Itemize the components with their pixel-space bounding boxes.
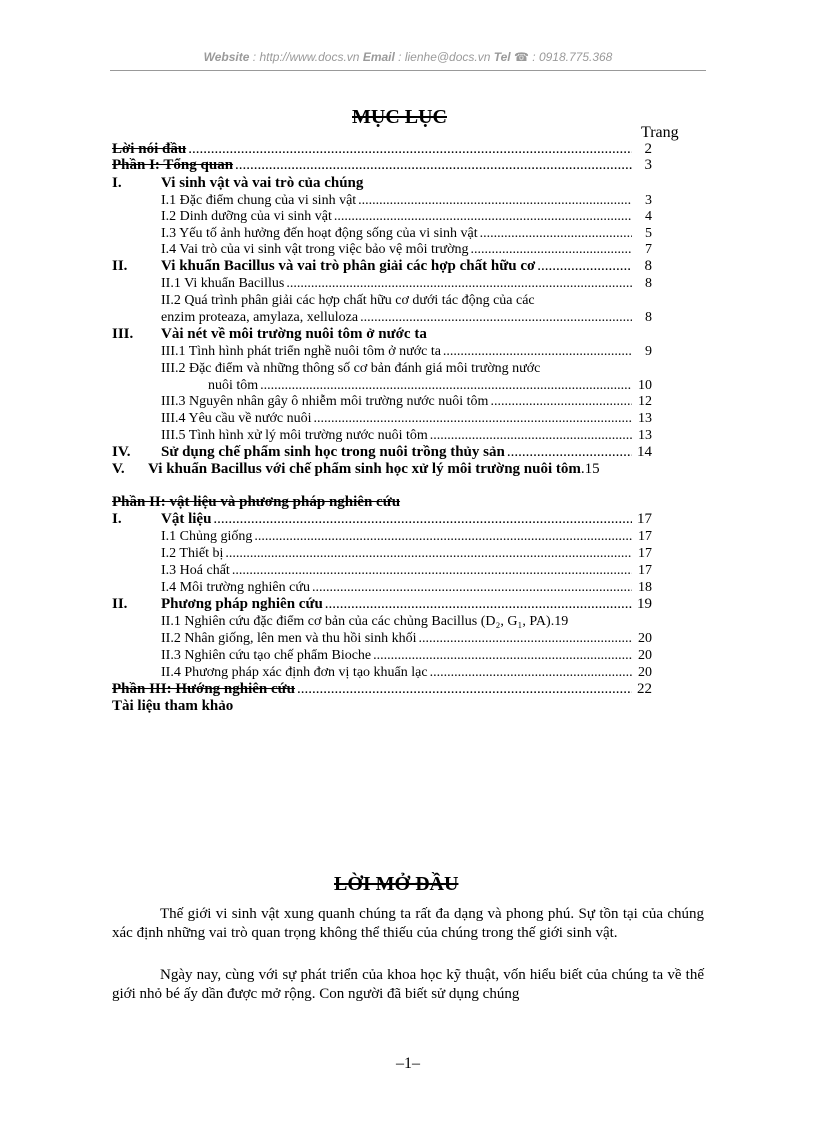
toc-row[interactable] bbox=[161, 410, 652, 427]
toc-row[interactable] bbox=[112, 157, 652, 174]
toc-entry-label: Phần I: Tổng quan bbox=[112, 157, 234, 173]
toc-entry-number: I. bbox=[112, 511, 122, 527]
intro-paragraph: Ngày nay, cùng với sự phát triển của khoa học kỹ thuật, vốn hiểu biết của chúng ta về thế giới nhỏ bé ấy dần được mở rộng. Con người đã biết sử dụng chúng bbox=[112, 967, 704, 1002]
toc-entry-label: Phương pháp nghiên cứu bbox=[161, 596, 323, 612]
toc-row[interactable] bbox=[112, 444, 652, 461]
page-column-heading: Trang bbox=[641, 124, 679, 141]
toc-entry-label: Vật liệu bbox=[161, 511, 212, 527]
toc-row[interactable] bbox=[161, 275, 652, 292]
email-value: : lienhe@docs.vn bbox=[394, 50, 494, 64]
toc-entry-page: 8 bbox=[644, 258, 652, 274]
toc-entry-label: III.4 Yêu cầu về nước nuôi bbox=[161, 411, 312, 426]
toc-entry-number: II. bbox=[112, 596, 128, 612]
toc-entry-number: IV. bbox=[112, 444, 131, 460]
toc-entry-label: II.1 Vi khuẩn Bacillus bbox=[161, 276, 285, 291]
toc-entry-page: 20 bbox=[638, 648, 652, 663]
toc-entry-label: I.1 Đặc điểm chung của vi sinh vật bbox=[161, 193, 357, 208]
toc-entry-label: II.2 Nhân giống, lên men và thu hồi sinh khối bbox=[161, 631, 417, 646]
toc-row[interactable] bbox=[112, 326, 652, 343]
toc-row[interactable] bbox=[161, 579, 652, 596]
toc-row[interactable] bbox=[112, 461, 668, 478]
toc-entry-page: 3 bbox=[645, 193, 652, 208]
page-number: –1– bbox=[396, 1055, 420, 1072]
toc-row[interactable] bbox=[112, 494, 652, 511]
toc-row[interactable] bbox=[161, 630, 652, 647]
toc-entry-page: 20 bbox=[638, 631, 652, 646]
tel-value: ☎ : 0918.775.368 bbox=[510, 50, 613, 64]
toc-entry-page: 5 bbox=[645, 226, 652, 241]
toc-entry-page: 4 bbox=[645, 209, 652, 224]
toc-entry-page: 18 bbox=[638, 580, 652, 595]
toc-entry-page: .19 bbox=[550, 614, 569, 629]
toc-row[interactable] bbox=[161, 545, 652, 562]
toc-entry-page: 8 bbox=[645, 276, 652, 291]
toc-row[interactable] bbox=[161, 292, 652, 309]
toc-entry-label: Phần III: Hướng nghiên cứu bbox=[112, 681, 296, 697]
toc-entry-number: I. bbox=[112, 175, 122, 191]
toc-row[interactable] bbox=[112, 175, 652, 192]
toc-entry-label: Vài nét về môi trường nuôi tôm ở nước ta bbox=[161, 326, 427, 342]
toc-row[interactable] bbox=[161, 343, 652, 360]
toc-entry-label: I.4 Môi trường nghiên cứu bbox=[161, 580, 310, 595]
toc-entry-page: 10 bbox=[638, 378, 652, 393]
toc-row[interactable] bbox=[208, 377, 652, 394]
toc-entry-page: 17 bbox=[638, 563, 652, 578]
toc-entry-page: 17 bbox=[637, 511, 652, 527]
toc-entry-page: 9 bbox=[645, 344, 652, 359]
toc-row[interactable] bbox=[112, 681, 652, 698]
page-header bbox=[110, 50, 706, 64]
toc-row[interactable] bbox=[161, 528, 652, 545]
toc-row[interactable] bbox=[112, 698, 652, 715]
toc-entry-label: II.3 Nghiên cứu tạo chế phẩm Bioche bbox=[161, 648, 372, 663]
toc-entry-page: 19 bbox=[637, 596, 652, 612]
toc-entry-number: V. bbox=[112, 461, 125, 477]
toc-entry-label: III.2 Đặc điểm và những thông số cơ bản đánh giá môi trường nước bbox=[161, 361, 541, 376]
toc-entry-label: I.1 Chủng giống bbox=[161, 529, 253, 544]
toc-entry-page: 2 bbox=[644, 141, 652, 157]
toc-row[interactable] bbox=[161, 241, 652, 258]
toc-entry-label: I.3 Yếu tố ảnh hưởng đến hoạt động sống của vi sinh vật bbox=[161, 226, 478, 241]
email-label: Email bbox=[362, 50, 395, 64]
toc-row[interactable] bbox=[112, 258, 652, 275]
toc-row[interactable] bbox=[161, 309, 652, 326]
toc-entry-label: Vi khuẩn Bacillus và vai trò phân giải các hợp chất hữu cơ bbox=[161, 258, 536, 274]
toc-entry-page: 12 bbox=[638, 394, 652, 409]
toc-entry-label: III.1 Tình hình phát triển nghề nuôi tôm ở nước ta bbox=[161, 344, 441, 359]
toc-entry-label: Vi khuẩn Bacillus với chế phẩm sinh học xử lý môi trường nuôi tôm bbox=[148, 461, 581, 477]
toc-entry-page: 13 bbox=[638, 428, 652, 443]
toc-entry-label: Tài liệu tham khảo bbox=[112, 698, 234, 714]
toc-row[interactable] bbox=[161, 664, 652, 681]
toc-entry-page: 14 bbox=[637, 444, 652, 460]
website-value: : http://www.docs.vn bbox=[249, 50, 363, 64]
toc-entry-label: I.2 Dinh dưỡng của vi sinh vật bbox=[161, 209, 332, 224]
toc-entry-label: I.3 Hoá chất bbox=[161, 563, 230, 578]
toc-entry-number: II. bbox=[112, 258, 128, 274]
intro-paragraph: Thế giới vi sinh vật xung quanh chúng ta rất đa dạng và phong phú. Sự tồn tại của chúng xác định những vai trò quan trọng không thể thiếu của chúng trong thế giới sinh vật. bbox=[112, 906, 704, 941]
toc-entry-page: 22 bbox=[637, 681, 652, 697]
toc-entry-page: .15 bbox=[580, 461, 600, 477]
toc-entry-page: 17 bbox=[638, 546, 652, 561]
toc-entry-label: Vi sinh vật và vai trò của chúng bbox=[161, 175, 364, 191]
intro-title: LỜI MỞ ĐẦU bbox=[334, 873, 459, 895]
toc-entry-label: III.3 Nguyên nhân gây ô nhiễm môi trường nước nuôi tôm bbox=[161, 394, 489, 409]
toc-row[interactable] bbox=[161, 360, 652, 377]
toc-title: MỤC LỤC bbox=[352, 106, 447, 128]
toc-row[interactable] bbox=[112, 596, 652, 613]
toc-entry-label: Phần II: vật liệu và phương pháp nghiên cứu bbox=[112, 494, 401, 510]
toc-entry-label: I.4 Vai trò của vi sinh vật trong việc bảo vệ môi trường bbox=[161, 242, 469, 257]
toc-row[interactable] bbox=[112, 141, 652, 158]
toc-row[interactable] bbox=[161, 192, 652, 209]
header-divider bbox=[110, 70, 706, 71]
toc-row[interactable] bbox=[161, 427, 652, 444]
toc-row[interactable] bbox=[161, 562, 652, 579]
toc-entry-label: I.2 Thiết bị bbox=[161, 546, 224, 561]
toc-entry-page: 20 bbox=[638, 665, 652, 680]
toc-row[interactable] bbox=[161, 225, 652, 242]
website-label: Website bbox=[203, 50, 250, 64]
toc-entry-label: II.2 Quá trình phân giải các hợp chất hữu cơ dưới tác động của các bbox=[161, 293, 535, 308]
toc-row[interactable] bbox=[161, 208, 652, 225]
toc-row[interactable] bbox=[161, 613, 666, 630]
toc-entry-label: III.5 Tình hình xử lý môi trường nước nuôi tôm bbox=[161, 428, 428, 443]
toc-row[interactable] bbox=[112, 511, 652, 528]
tel-label: Tel bbox=[493, 50, 511, 64]
toc-entry-label: enzim proteaza, amylaza, xelluloza bbox=[161, 310, 359, 325]
toc-entry-number: III. bbox=[112, 326, 134, 342]
toc-entry-label: Lời nói đầu bbox=[112, 141, 187, 157]
toc-entry-label: II.1 Nghiên cứu đặc điểm cơ bản của các chủng Bacillus (D₂, G₁, PA) bbox=[161, 614, 551, 629]
toc-entry-page: 17 bbox=[638, 529, 652, 544]
toc-row[interactable] bbox=[161, 647, 652, 664]
toc-entry-page: 8 bbox=[645, 310, 652, 325]
toc-entry-label: nuôi tôm bbox=[208, 378, 259, 393]
toc-entry-label: II.4 Phương pháp xác định đơn vị tạo khuẩn lạc bbox=[161, 665, 428, 680]
toc-entry-page: 7 bbox=[645, 242, 652, 257]
toc-entry-label: Sử dụng chế phẩm sinh học trong nuôi trồng thủy sản bbox=[161, 444, 505, 460]
toc-entry-page: 3 bbox=[644, 157, 652, 173]
toc-entry-page: 13 bbox=[638, 411, 652, 426]
toc-row[interactable] bbox=[161, 393, 652, 410]
